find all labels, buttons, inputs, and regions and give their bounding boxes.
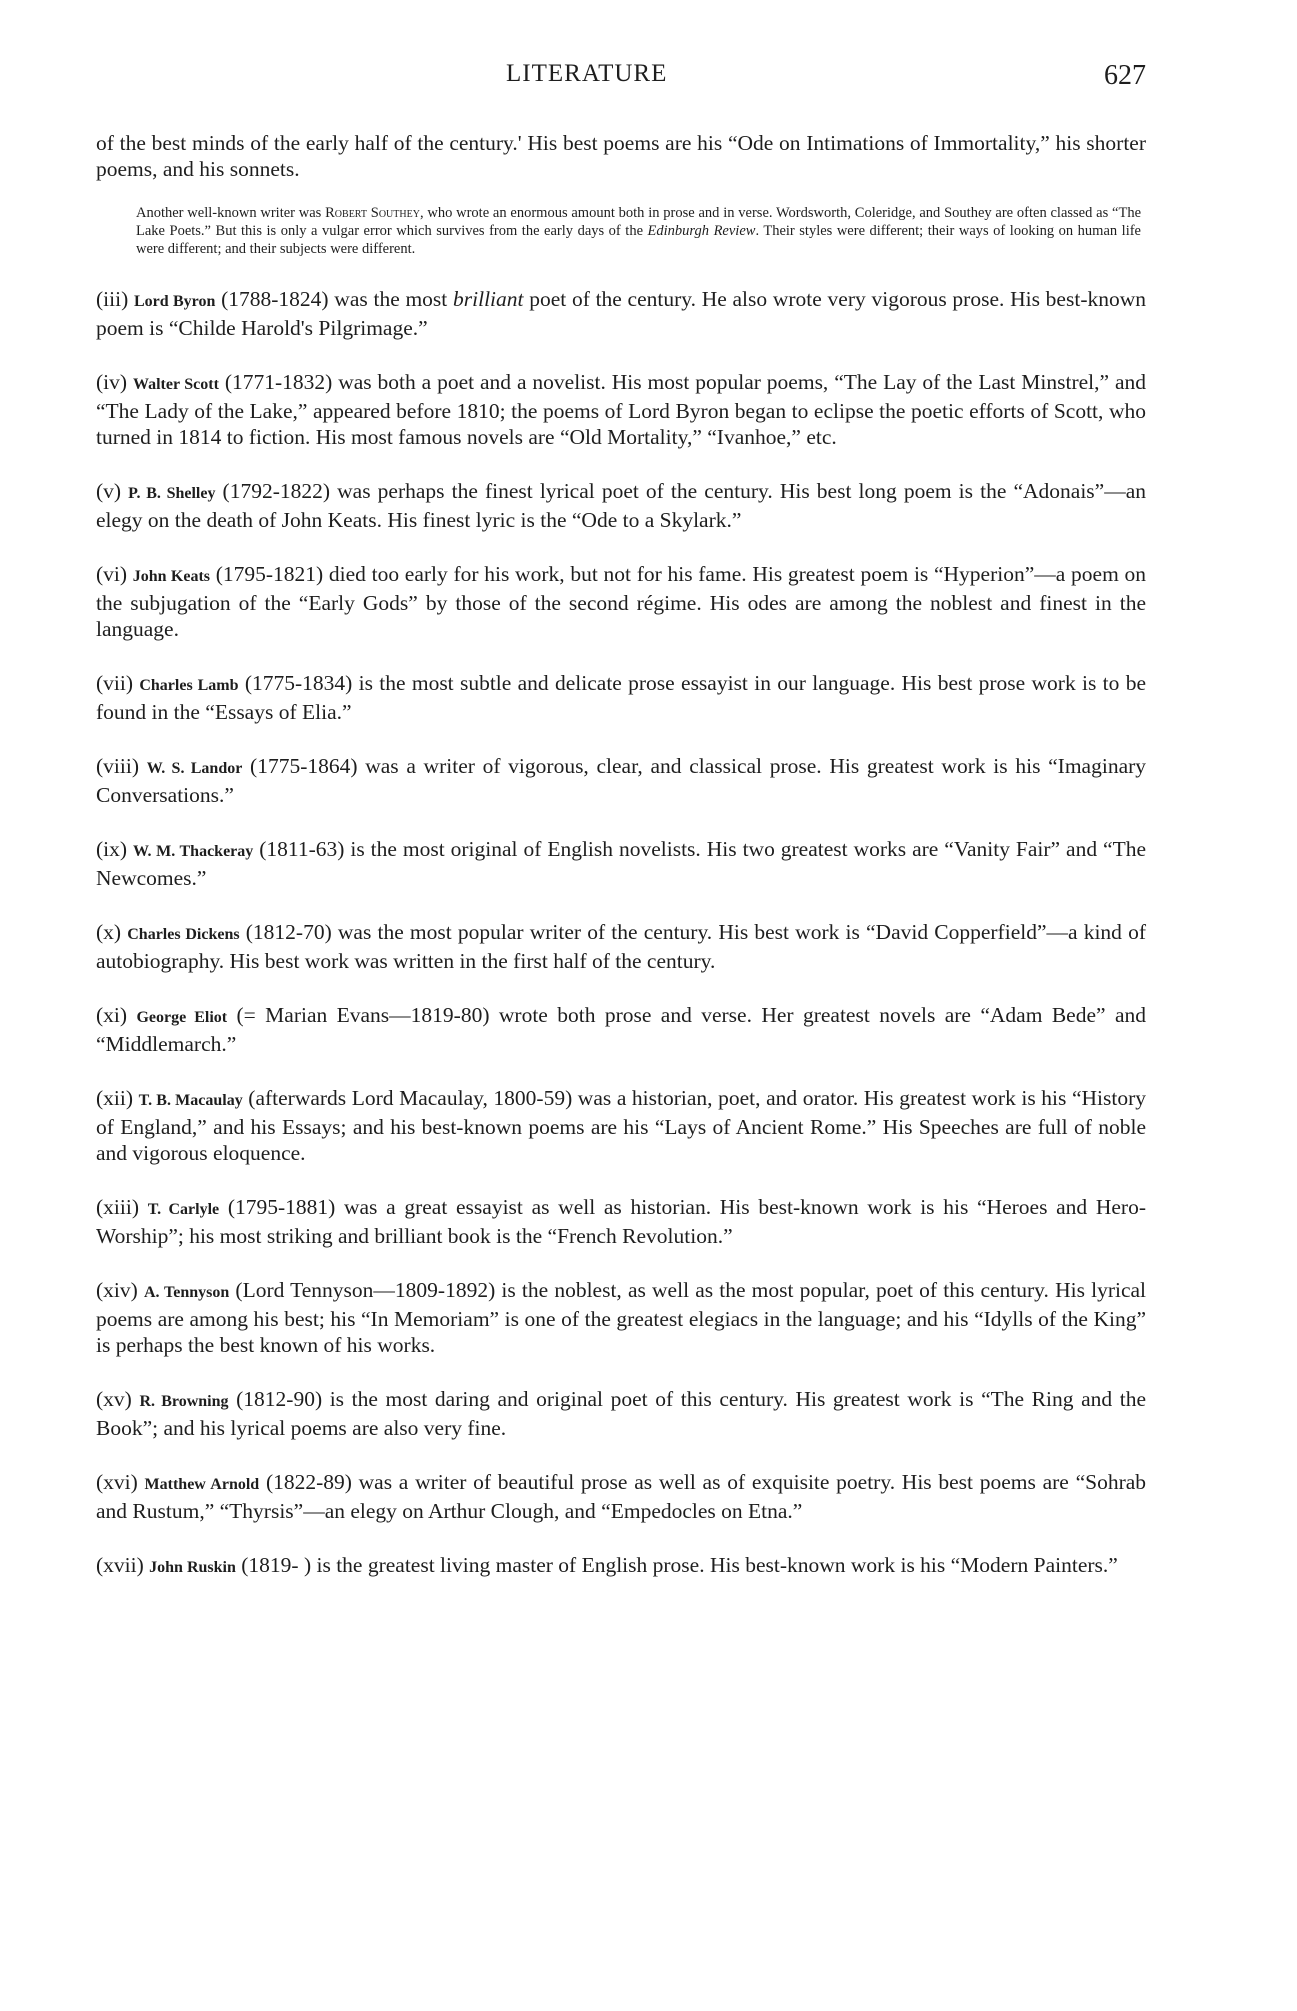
small-print-note xyxy=(136,204,1141,258)
author-name: Matthew Arnold xyxy=(144,1476,260,1493)
entry-text: (afterwards Lord Macaulay, 1800-59) was a historian, poet, and orator. His greatest work is his “History of England,” and his Essays; and his best-known poems are his “Lays of Ancient Rome.” His Speeches are full of noble and vigorous eloquence. xyxy=(96,1086,1147,1165)
author-name: George Eliot xyxy=(136,1009,228,1026)
entry-text: (1812-70) was the most popular writer of the century. His best work is “David Copperfield”—a kind of autobiography. His best work was written in the first half of the century. xyxy=(96,920,1146,973)
entry-text: (1792-1822) was perhaps the finest lyrical poet of the century. His best long poem is the “Adonais”—an elegy on the death of John Keats. His finest lyric is the “Ode to a Skylark.” xyxy=(96,479,1146,532)
entry-number: (iv) xyxy=(96,370,128,394)
author-entry xyxy=(96,1386,1146,1441)
author-entry xyxy=(96,1469,1146,1524)
author-name: Lord Byron xyxy=(133,293,216,310)
note-mid: , who wrote an enormous amount both in prose and in verse. Wordsworth, Coleridge, and Southey are often classed as “The Lake Poets.” But this is only a vulgar error which survives from the early days of the xyxy=(136,205,1141,239)
author-entry xyxy=(96,1552,1146,1581)
entry-text: (1812-90) is the most daring and original poet of this century. His greatest work is “The Ring and the Book”; and his lyrical poems are also very fine. xyxy=(96,1387,1147,1440)
entry-text: (1775-1834) is the most subtle and delicate prose essayist in our language. His best prose work is to be found in the “Essays of Elia.” xyxy=(96,671,1146,724)
entry-number: (viii) xyxy=(96,754,139,778)
entry-number: (xvi) xyxy=(96,1470,138,1494)
entry-number: (xii) xyxy=(96,1086,134,1110)
author-entry xyxy=(96,369,1146,450)
entry-text: (= Marian Evans—1819-80) wrote both prose and verse. Her greatest novels are “Adam Bede” and “Middlemarch.” xyxy=(96,1003,1146,1056)
author-entry xyxy=(96,836,1146,891)
author-name: W. M. Thackeray xyxy=(133,843,254,860)
entry-text: (Lord Tennyson—1809-1892) is the noblest, as well as the most popular, poet of this century. His lyrical poems are among his best; his “In Memoriam” is one of the greatest elegiacs in the language; and his “Idylls of the King” is perhaps the best known of his works. xyxy=(96,1278,1147,1357)
entry-number: (vi) xyxy=(96,562,128,586)
author-entry xyxy=(96,1002,1146,1057)
entry-number: (xi) xyxy=(96,1003,128,1027)
entry-number: (ix) xyxy=(96,837,128,861)
entry-number: (xvii) xyxy=(96,1553,144,1577)
entry-text: (1788-1824) was the most xyxy=(215,287,453,311)
entry-number: (vii) xyxy=(96,671,134,695)
entry-number: (xiv) xyxy=(96,1278,138,1302)
note-pre: Another well-known writer was xyxy=(136,205,326,221)
author-name: R. Browning xyxy=(139,1393,229,1410)
author-entry xyxy=(96,561,1146,642)
author-name: Walter Scott xyxy=(132,376,219,393)
entry-number: (xiii) xyxy=(96,1195,139,1219)
space xyxy=(139,1195,148,1219)
author-name: John Ruskin xyxy=(149,1559,236,1576)
author-name: P. B. Shelley xyxy=(128,485,216,502)
author-name: Charles Dickens xyxy=(127,926,240,943)
page-body xyxy=(96,130,1146,1581)
page-number: 627 xyxy=(1104,60,1146,91)
entry-number: (v) xyxy=(96,479,122,503)
author-name: W. S. Landor xyxy=(146,760,243,777)
page-header xyxy=(96,60,1146,100)
note-review-title: Edinburgh Review xyxy=(647,223,756,239)
entry-number: (xv) xyxy=(96,1387,132,1411)
author-name: A. Tennyson xyxy=(143,1284,230,1301)
author-name: T. B. Macaulay xyxy=(138,1092,243,1109)
author-name: John Keats xyxy=(132,568,210,585)
entry-text: (1795-1821) died too early for his work, but not for his fame. His greatest poem is “Hyperion”—a poem on the subjugation of the “Early Gods” by those of the second régime. His odes are among the noblest and finest in the language. xyxy=(96,562,1147,641)
author-entry xyxy=(96,753,1146,808)
entry-number: (x) xyxy=(96,920,122,944)
note-author-name: Robert Southey xyxy=(325,205,420,221)
entry-emphasis: brilliant xyxy=(453,287,524,311)
entry-text-rest: poet of the century. He also wrote very vigorous prose. His best-known poem is “Childe Harold's Pilgrimage.” xyxy=(96,287,1147,340)
author-entry xyxy=(96,670,1146,725)
space xyxy=(139,754,147,778)
author-entry xyxy=(96,1277,1146,1358)
author-entries xyxy=(96,286,1146,1581)
entry-text: (1811-63) is the most original of English novelists. His two greatest works are “Vanity Fair” and “The Newcomes.” xyxy=(96,837,1146,890)
author-name: T. Carlyle xyxy=(147,1201,220,1218)
author-entry xyxy=(96,286,1146,341)
running-title: LITERATURE xyxy=(506,60,668,87)
note-post: . Their styles were different; their ways of looking on human life were different; and their subjects were different. xyxy=(136,223,1141,257)
entry-text: (1771-1832) was both a poet and a novelist. His most popular poems, “The Lay of the Last Minstrel,” and “The Lady of the Lake,” appeared before 1810; the poems of Lord Byron began to eclipse the poetic efforts of Scott, who turned in 1814 to fiction. His most famous novels are “Old Mortality,” “Ivanhoe,” etc. xyxy=(96,370,1146,449)
author-entry xyxy=(96,1085,1146,1166)
entry-number: (iii) xyxy=(96,287,129,311)
author-entry xyxy=(96,478,1146,533)
author-entry xyxy=(96,919,1146,974)
author-entry xyxy=(96,1194,1146,1249)
entry-text: (1795-1881) was a great essayist as well as historian. His best-known work is his “Heroes and Hero-Worship”; his most striking and brilliant book is the “French Revolution.” xyxy=(96,1195,1146,1248)
entry-text: (1819- ) is the greatest living master of English prose. His best-known work is his “Modern Painters.” xyxy=(235,1553,1118,1577)
entry-text: (1822-89) was a writer of beautiful prose as well as of exquisite poetry. His best poems are “Sohrab and Rustum,” “Thyrsis”—an elegy on Arthur Clough, and “Empedocles on Etna.” xyxy=(96,1470,1147,1523)
space xyxy=(138,1470,145,1494)
author-name: Charles Lamb xyxy=(139,677,239,694)
entry-text: (1775-1864) was a writer of vigorous, clear, and classical prose. His greatest work is his “Imaginary Conversations.” xyxy=(96,754,1147,807)
intro-paragraph: of the best minds of the early half of the century.' His best poems are his “Ode on Intimations of Immortality,” his shorter poems, and his sonnets. xyxy=(96,131,1146,181)
